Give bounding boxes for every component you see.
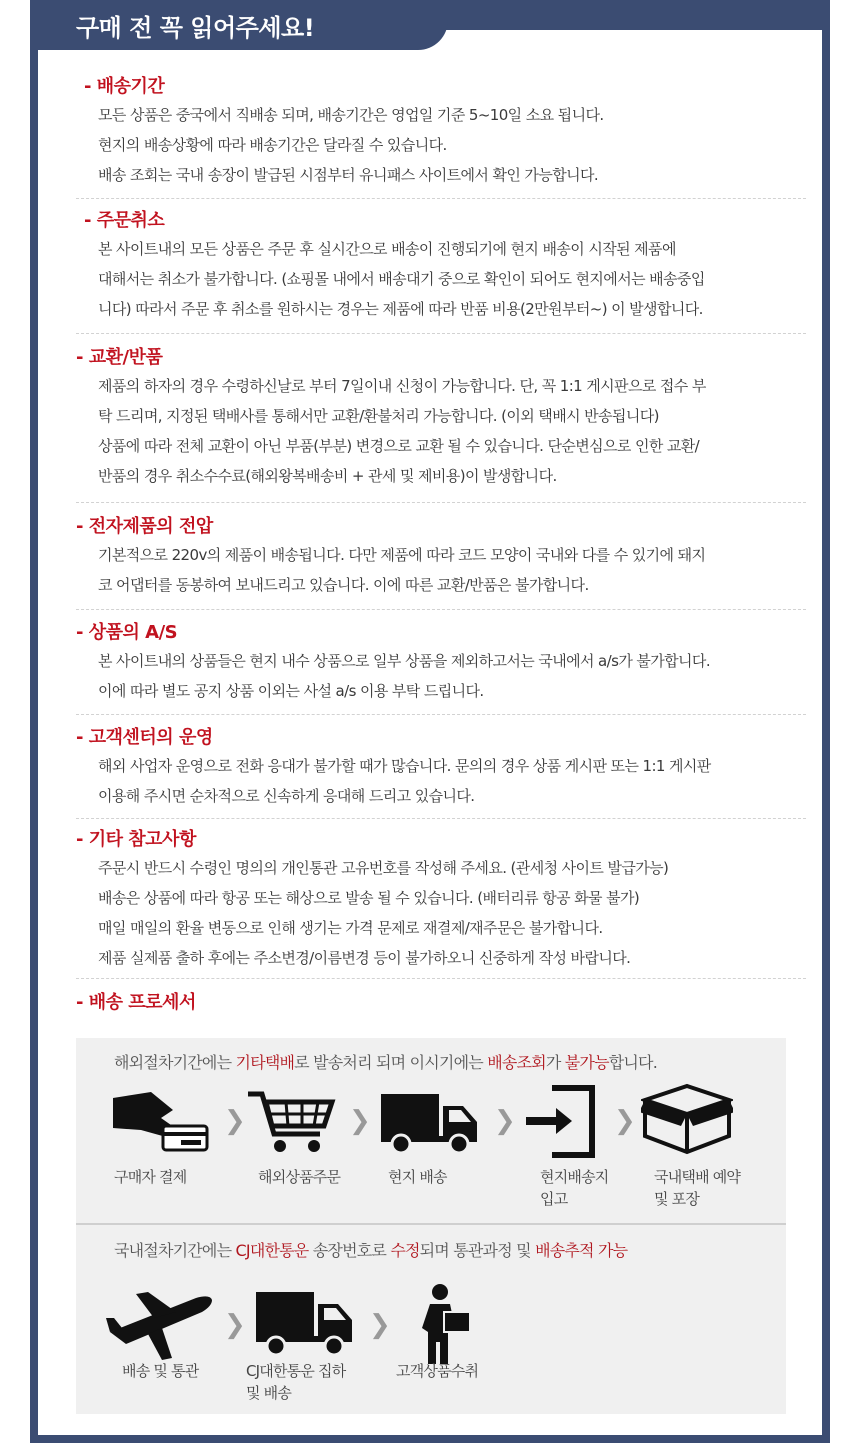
notice-section: [76, 827, 806, 973]
package-box-icon: [641, 1082, 733, 1156]
step-label-overseas-order: 해외상품주문: [258, 1168, 341, 1186]
notice-section: [76, 620, 806, 706]
section-divider: [76, 198, 806, 199]
notice-section: [76, 725, 806, 811]
section-line: 배송 조회는 국내 송장이 발급된 시점부터 유니패스 사이트에서 확인 가능합니다.: [98, 166, 599, 184]
section-heading: - 주문취소: [84, 210, 165, 231]
process-divider: [76, 1223, 786, 1225]
section-heading: - 전자제품의 전압: [76, 516, 213, 537]
delivery-process-panel: [76, 1038, 786, 1414]
delivery-truck-icon: [379, 1088, 479, 1158]
step-label-cj-pickup: CJ대한통운 집하 및 배송: [246, 1362, 346, 1402]
warehouse-entry-icon: [522, 1084, 597, 1159]
chevron-right-icon: ❯: [224, 1310, 246, 1340]
section-divider: [76, 502, 806, 503]
domestic-caption: 국내절차기간에는 CJ대한통운 송장번호로 수정되며 통관과정 및 배송추적 가능: [114, 1241, 628, 1260]
section-body: [84, 234, 814, 324]
notice-section: [76, 514, 806, 600]
section-line: 매일 매일의 환율 변동으로 인해 생기는 가격 문제로 재결제/재주문은 불가합니다.: [98, 919, 603, 937]
section-line: 본 사이트내의 모든 상품은 주문 후 실시간으로 배송이 진행되기에 현지 배송이 시작된 제품에: [98, 240, 676, 258]
notice-section: [84, 74, 814, 190]
notice-section: [76, 345, 806, 491]
section-line: 반품의 경우 취소수수료(해외왕복배송비 + 관세 및 제비용)이 발생합니다.: [98, 467, 557, 485]
step-label-packaging: 국내택배 예약 및 포장: [654, 1168, 741, 1208]
section-divider: [76, 714, 806, 715]
page-title: 구매 전 꼭 읽어주세요!: [76, 14, 315, 42]
section-body: [76, 371, 806, 491]
step-label-payment: 구매자 결제: [114, 1168, 187, 1186]
notice-header-tab: [38, 0, 448, 50]
chevron-right-icon: ❯: [369, 1310, 391, 1340]
delivery-truck-icon: [254, 1288, 354, 1360]
section-line: 주문시 반드시 수령인 명의의 개인통관 고유번호를 작성해 주세요. (관세청 사이트 발급가능): [98, 859, 669, 877]
payment-card-icon: [111, 1088, 211, 1158]
section-line: 코 어댑터를 동봉하여 보내드리고 있습니다. 이에 따른 교환/반품은 불가합니다.: [98, 576, 589, 594]
section-heading: - 상품의 A/S: [76, 622, 178, 643]
section-heading: - 배송기간: [84, 76, 165, 97]
section-line: 이용해 주시면 순차적으로 신속하게 응대해 드리고 있습니다.: [98, 787, 475, 805]
chevron-right-icon: ❯: [494, 1106, 516, 1136]
chevron-right-icon: ❯: [614, 1106, 636, 1136]
section-body: [76, 751, 806, 811]
section-body: [76, 646, 806, 706]
overseas-caption: 해외절차기간에는 기타택배로 발송처리 되며 이시기에는 배송조회가 불가능합니다.: [114, 1053, 658, 1072]
section-line: 모든 상품은 중국에서 직배송 되며, 배송기간은 영업일 기준 5~10일 소요 됩니다.: [98, 106, 604, 124]
section-divider: [76, 333, 806, 334]
step-label-local-delivery: 현지 배송: [388, 1168, 447, 1186]
section-line: 제품 실제품 출하 후에는 주소변경/이름변경 등이 불가하오니 신중하게 작성 바랍니다.: [98, 949, 631, 967]
section-body: [76, 540, 806, 600]
section-body: [76, 853, 806, 973]
airplane-icon: [106, 1288, 216, 1363]
section-heading: - 기타 참고사항: [76, 829, 196, 850]
section-body: [84, 100, 814, 190]
section-line: 배송은 상품에 따라 항공 또는 해상으로 발송 될 수 있습니다. (배터리류 항공 화물 불가): [98, 889, 640, 907]
section-line: 니다) 따라서 주문 후 취소를 원하시는 경우는 제품에 따라 반품 비용(2만원부터~) 이 발생합니다.: [98, 300, 703, 318]
parcel-receive-icon: [416, 1282, 476, 1366]
section-line: 탁 드리며, 지정된 택배사를 통해서만 교환/환불처리 가능합니다. (이외 택배시 반송됩니다): [98, 407, 659, 425]
notice-section: [84, 208, 814, 324]
section-divider: [76, 818, 806, 819]
step-label-warehouse: 현지배송지 입고: [540, 1168, 609, 1208]
step-label-shipping-customs: 배송 및 통관: [122, 1362, 199, 1380]
section-heading: - 고객센터의 운영: [76, 727, 213, 748]
shopping-cart-icon: [246, 1088, 336, 1158]
section-line: 해외 사업자 운영으로 전화 응대가 불가할 때가 많습니다. 문의의 경우 상품 게시판 또는 1:1 게시판: [98, 757, 711, 775]
section-line: 제품의 하자의 경우 수령하신날로 부터 7일이내 신청이 가능합니다. 단, 꼭 1:1 게시판으로 접수 부: [98, 377, 706, 395]
section-heading: - 교환/반품: [76, 347, 163, 368]
section-divider: [76, 609, 806, 610]
section-divider: [76, 978, 806, 979]
section-line: 대해서는 취소가 불가합니다. (쇼핑몰 내에서 배송대기 중으로 확인이 되어도 현지에서는 배송중입: [98, 270, 705, 288]
section-line: 현지의 배송상황에 따라 배송기간은 달라질 수 있습니다.: [98, 136, 447, 154]
section-line: 본 사이트내의 상품들은 현지 내수 상품으로 일부 상품을 제외하고서는 국내에서 a/s가 불가합니다.: [98, 652, 710, 670]
section-heading: - 배송 프로세서: [76, 992, 196, 1013]
section-line: 이에 따라 별도 공지 상품 이외는 사설 a/s 이용 부탁 드립니다.: [98, 682, 484, 700]
chevron-right-icon: ❯: [349, 1106, 371, 1136]
step-label-receive: 고객상품수취: [396, 1362, 479, 1380]
section-line: 기본적으로 220v의 제품이 배송됩니다. 다만 제품에 따라 코드 모양이 국내와 다를 수 있기에 돼지: [98, 546, 706, 564]
chevron-right-icon: ❯: [224, 1106, 246, 1136]
notice-section: [76, 990, 806, 1016]
section-line: 상품에 따라 전체 교환이 아닌 부품(부분) 변경으로 교환 될 수 있습니다. 단순변심으로 인한 교환/: [98, 437, 700, 455]
